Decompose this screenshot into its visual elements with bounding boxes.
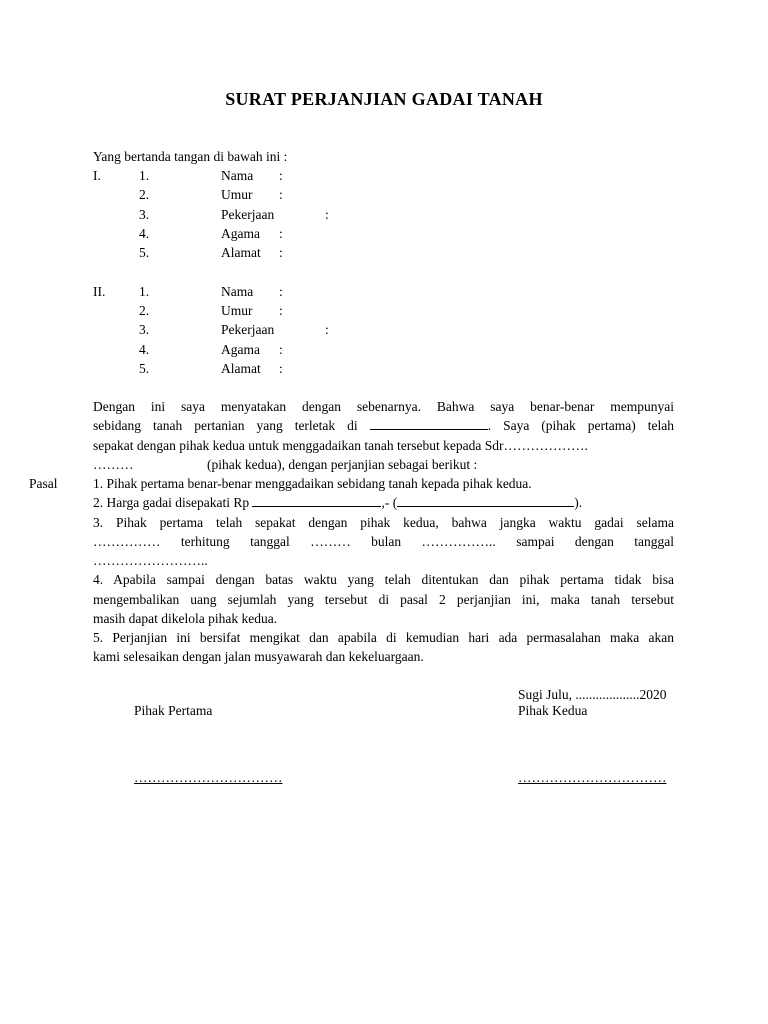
party2-row-sep: : <box>279 303 283 318</box>
clause-2-text: 2. Harga gadai disepakati Rp <box>93 495 250 510</box>
clause-5-line: kami selesaikan dengan jalan musyawarah dan kekeluargaan. <box>93 649 424 664</box>
price-words-blank <box>397 493 574 507</box>
statement-line <box>93 416 674 435</box>
party1-row-sep: : <box>325 207 329 222</box>
party1-row-sep: : <box>279 245 283 260</box>
intro-text: Yang bertanda tangan di bawah ini : <box>93 149 288 164</box>
statement-line: Dengan ini saya menyatakan dengan sebenarnya. Bahwa saya benar-benar mempunyai <box>93 399 674 414</box>
statement-dots: ……… <box>93 457 134 472</box>
statement-text: . Saya (pihak pertama) telah <box>487 418 675 433</box>
party2-row-sep: : <box>325 322 329 337</box>
clause-2-text: ,- ( <box>381 495 398 510</box>
clause-2 <box>93 493 582 512</box>
party1-row-label: Agama <box>221 226 260 241</box>
second-party-signature-line: …………………………… <box>518 770 667 785</box>
party2-row-no: 1. <box>139 284 150 299</box>
party1-row-no: 1. <box>139 168 150 183</box>
party1-row-label: Umur <box>221 187 253 202</box>
party1-row-label: Alamat <box>221 245 261 260</box>
clause-5-line: 5. Perjanjian ini bersifat mengikat dan apabila di kemudian hari ada permasalahan maka akan <box>93 630 674 645</box>
statement-text: sebidang tanah pertanian yang terletak di <box>93 418 358 433</box>
party2-numeral: II. <box>93 284 106 299</box>
clause-2-text: ). <box>574 495 583 510</box>
price-blank <box>252 493 381 507</box>
party1-row-label: Nama <box>221 168 254 183</box>
statement-line: sepakat dengan pihak kedua untuk menggadaikan tanah tersebut kepada Sdr………………. <box>93 438 588 453</box>
party1-row-label: Pekerjaan <box>221 207 275 222</box>
clause-4-line: 4. Apabila sampai dengan batas waktu yang telah ditentukan dan pihak pertama tidak bisa <box>93 572 674 587</box>
party2-row-sep: : <box>279 342 283 357</box>
second-party-label: Pihak Kedua <box>518 703 588 718</box>
party2-row-sep: : <box>279 284 283 299</box>
clause-3-line: 3. Pihak pertama telah sepakat dengan pihak kedua, bahwa jangka waktu gadai selama <box>93 515 674 530</box>
party1-row-no: 2. <box>139 187 150 202</box>
clause-3-line: …………………….. <box>93 553 208 568</box>
party1-row-no: 5. <box>139 245 150 260</box>
first-party-signature-line: …………………………… <box>134 770 283 785</box>
party1-row-no: 4. <box>139 226 150 241</box>
party2-row-sep: : <box>279 361 283 376</box>
party2-row-no: 4. <box>139 342 150 357</box>
party2-row-label: Alamat <box>221 361 261 376</box>
place-date: Sugi Julu, ...................2020 <box>518 687 667 702</box>
location-blank <box>370 416 488 430</box>
clause-3-line: …………… terhitung tanggal ……… bulan …………….. sampai dengan tanggal <box>93 534 674 549</box>
party1-row-sep: : <box>279 226 283 241</box>
party2-row-no: 3. <box>139 322 150 337</box>
party1-row-no: 3. <box>139 207 150 222</box>
clause-1: 1. Pihak pertama benar-benar menggadaikan sebidang tanah kepada pihak kedua. <box>93 476 532 491</box>
clause-4-line: mengembalikan uang sejumlah yang tersebut di pasal 2 perjanjian ini, maka tanah tersebut <box>93 592 674 607</box>
party2-row-label: Umur <box>221 303 253 318</box>
party2-row-label: Pekerjaan <box>221 322 275 337</box>
first-party-label: Pihak Pertama <box>134 703 213 718</box>
document-title: SURAT PERJANJIAN GADAI TANAH <box>225 89 543 109</box>
party2-row-no: 2. <box>139 303 150 318</box>
party1-row-sep: : <box>279 187 283 202</box>
clause-4-line: masih dapat dikelola pihak kedua. <box>93 611 278 626</box>
party2-row-no: 5. <box>139 361 150 376</box>
pasal-label: Pasal <box>29 476 58 491</box>
party2-row-label: Agama <box>221 342 260 357</box>
party1-row-sep: : <box>279 168 283 183</box>
statement-line: (pihak kedua), dengan perjanjian sebagai berikut : <box>207 457 478 472</box>
party1-numeral: I. <box>93 168 101 183</box>
party2-row-label: Nama <box>221 284 254 299</box>
